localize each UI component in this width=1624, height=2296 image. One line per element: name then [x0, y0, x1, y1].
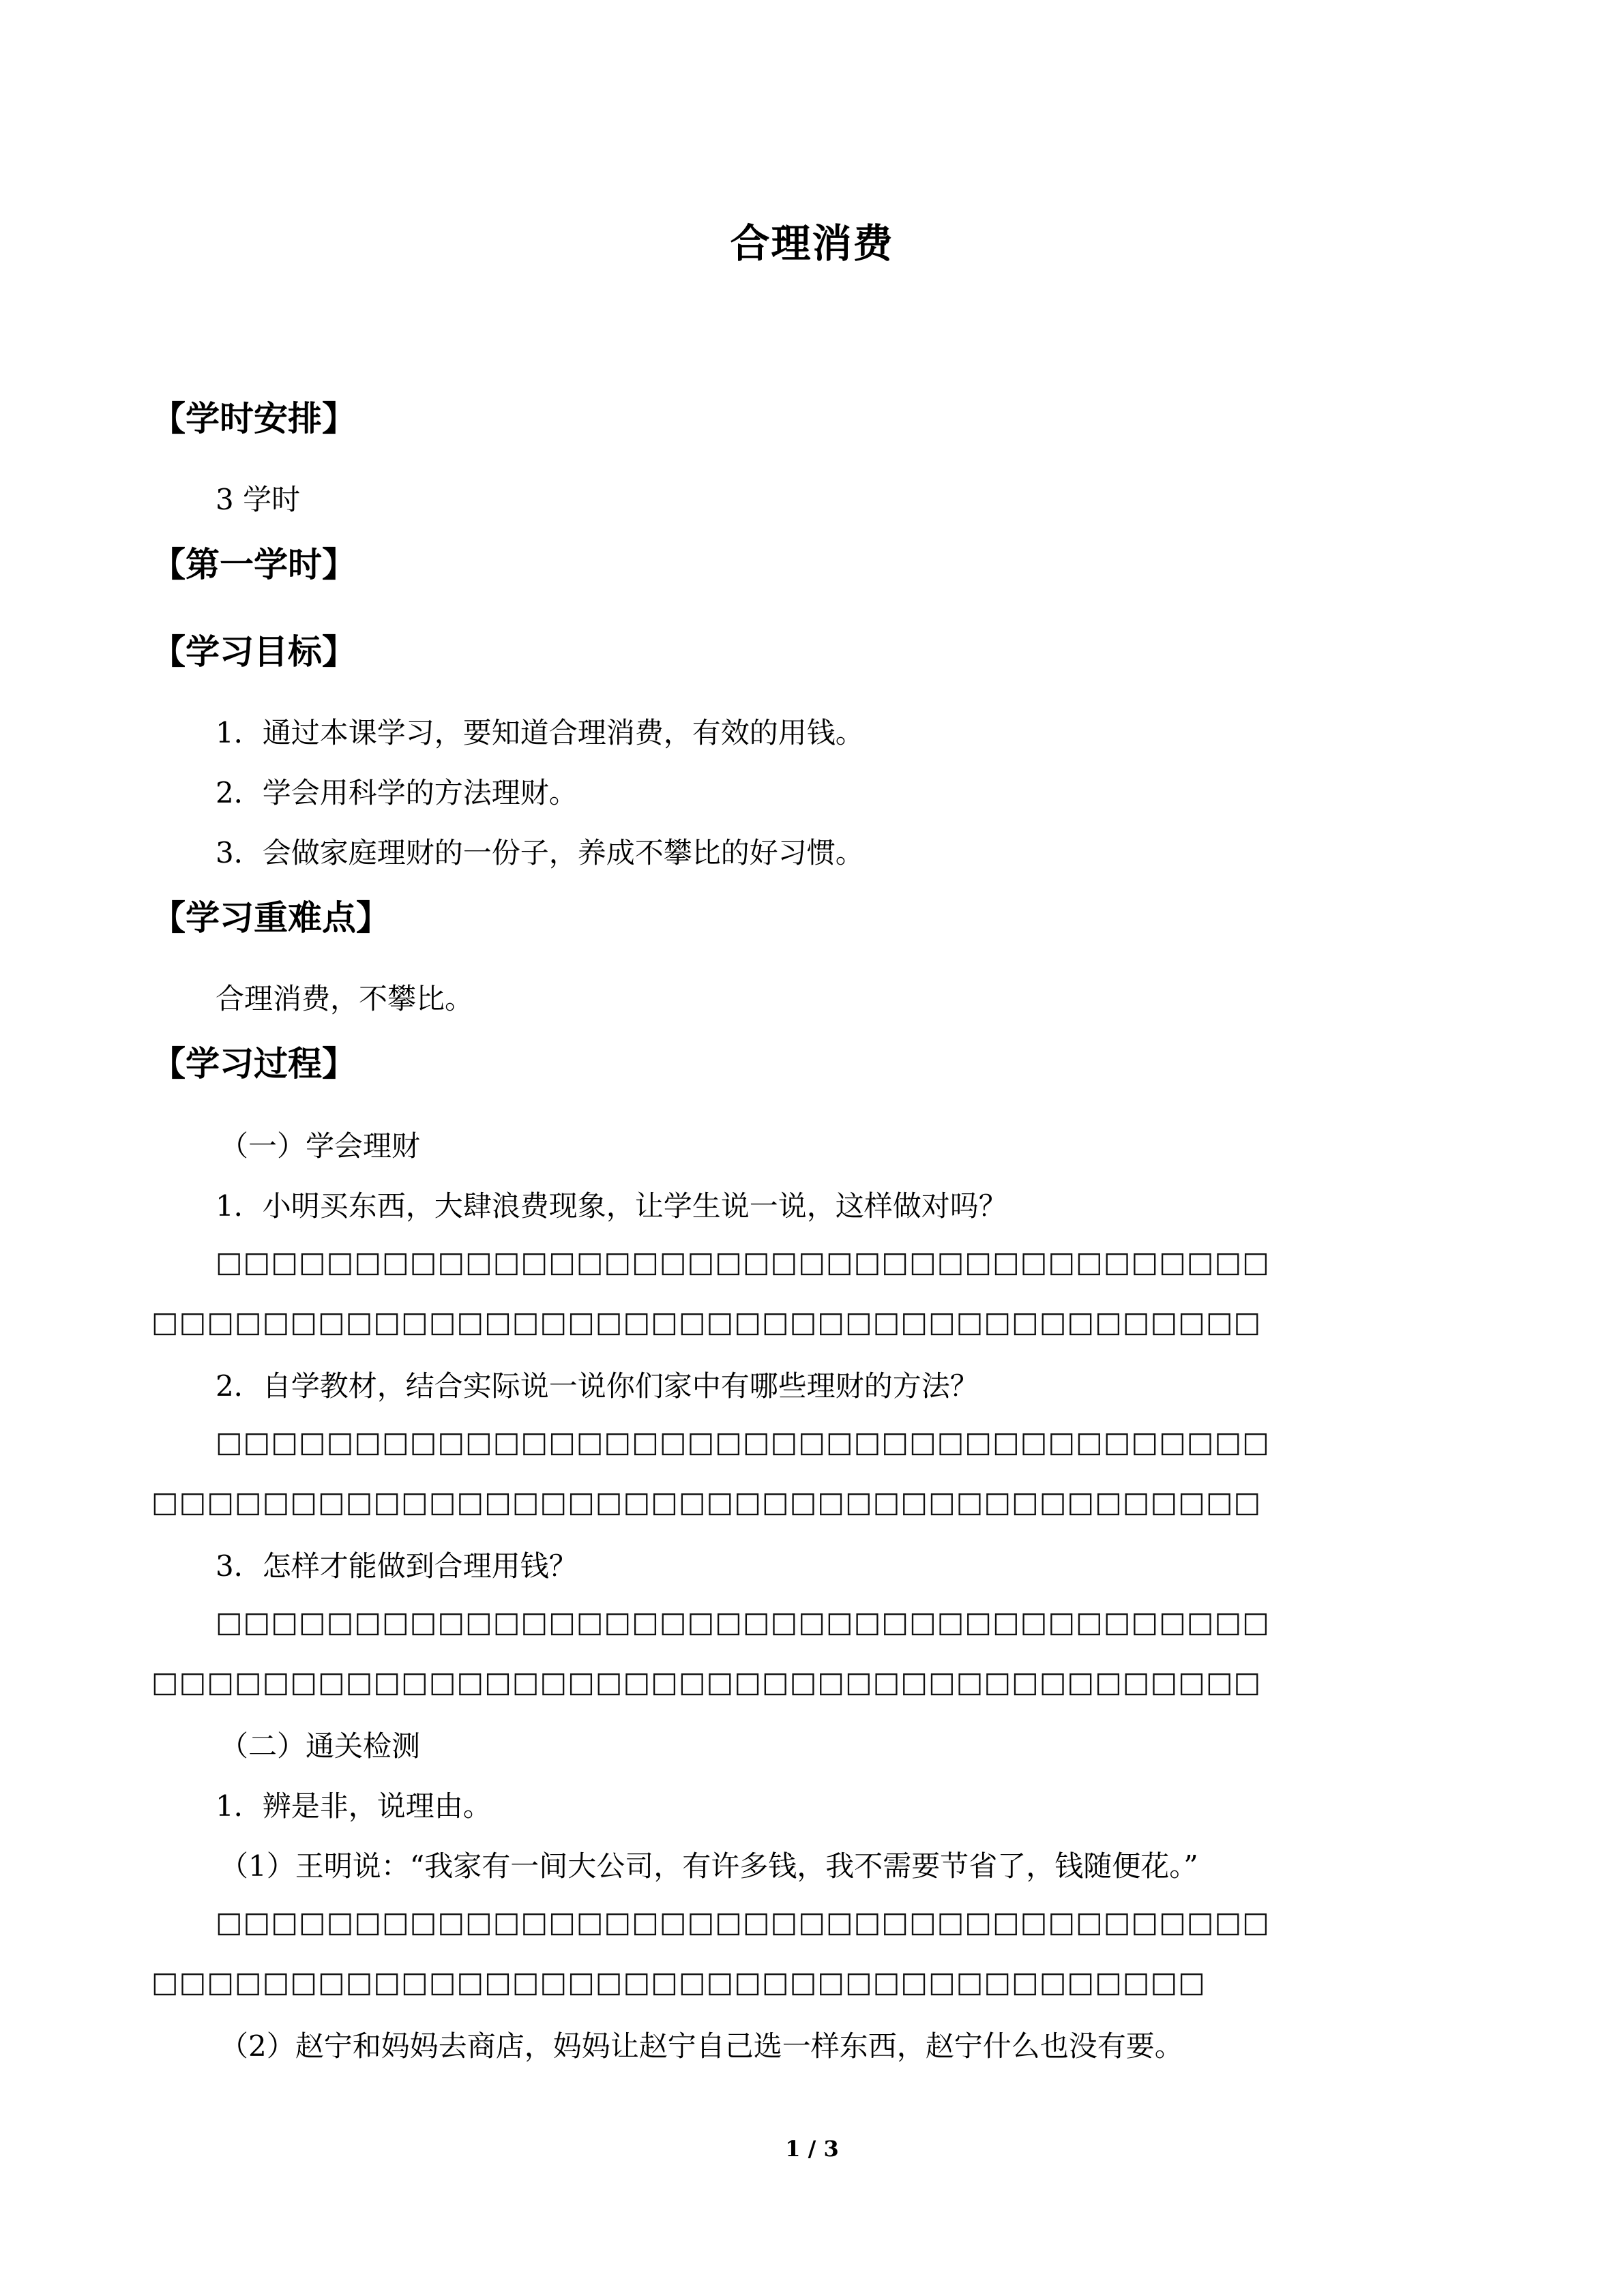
question-2: 2．自学教材，结合实际说一说你们家中有哪些理财的方法？: [216, 1369, 979, 1403]
answer-blank-line[interactable]: □□□□□□□□□□□□□□□□□□□□□□□□□□□□□□□□□□□□□□: [216, 1605, 1270, 1639]
question-1: 1．小明买东西，大肆浪费现象，让学生说一说，这样做对吗？: [216, 1189, 1007, 1223]
question-3: 3．怎样才能做到合理用钱？: [216, 1549, 578, 1583]
heading-schedule: 【学时安排】: [151, 399, 356, 438]
answer-blank-line[interactable]: □□□□□□□□□□□□□□□□□□□□□□□□□□□□□□□□□□□□□□: [216, 1905, 1270, 1939]
heading-objectives: 【学习目标】: [151, 632, 356, 672]
answer-blank-line[interactable]: □□□□□□□□□□□□□□□□□□□□□□□□□□□□□□□□□□□□□□: [216, 1245, 1270, 1279]
part2-title: （二）通关检测: [220, 1729, 421, 1763]
answer-blank-line[interactable]: □□□□□□□□□□□□□□□□□□□□□□□□□□□□□□□□□□□□□□□□: [151, 1665, 1262, 1699]
answer-blank-line[interactable]: □□□□□□□□□□□□□□□□□□□□□□□□□□□□□□□□□□□□□□□□: [151, 1485, 1262, 1519]
objective-item: 1．通过本课学习，要知道合理消费，有效的用钱。: [216, 716, 864, 749]
check-question-1-1: （1）王明说：“我家有一间大公司，有许多钱，我不需要节省了，钱随便花。”: [220, 1849, 1198, 1883]
heading-first-period: 【第一学时】: [151, 545, 356, 584]
heading-process: 【学习过程】: [151, 1044, 356, 1084]
objective-item: 2．学会用科学的方法理财。: [216, 776, 578, 809]
answer-blank-line[interactable]: □□□□□□□□□□□□□□□□□□□□□□□□□□□□□□□□□□□□□□□□: [151, 1305, 1262, 1339]
part1-title: （一）学会理财: [220, 1129, 421, 1163]
page-title: 合理消费: [730, 220, 894, 267]
answer-blank-line[interactable]: □□□□□□□□□□□□□□□□□□□□□□□□□□□□□□□□□□□□□□: [151, 1965, 1206, 1999]
schedule-content: 3 学时: [216, 483, 301, 516]
answer-blank-line[interactable]: □□□□□□□□□□□□□□□□□□□□□□□□□□□□□□□□□□□□□□: [216, 1425, 1270, 1459]
check-question-1-2: （2）赵宁和妈妈去商店，妈妈让赵宁自己选一样东西，赵宁什么也没有要。: [220, 2029, 1183, 2063]
key-points-content: 合理消费，不攀比。: [216, 982, 474, 1015]
heading-key-points: 【学习重难点】: [151, 898, 390, 938]
check-question-1: 1．辨是非，说理由。: [216, 1789, 492, 1823]
objective-item: 3．会做家庭理财的一份子，养成不攀比的好习惯。: [216, 836, 864, 869]
page-number: 1 / 3: [785, 2136, 839, 2162]
